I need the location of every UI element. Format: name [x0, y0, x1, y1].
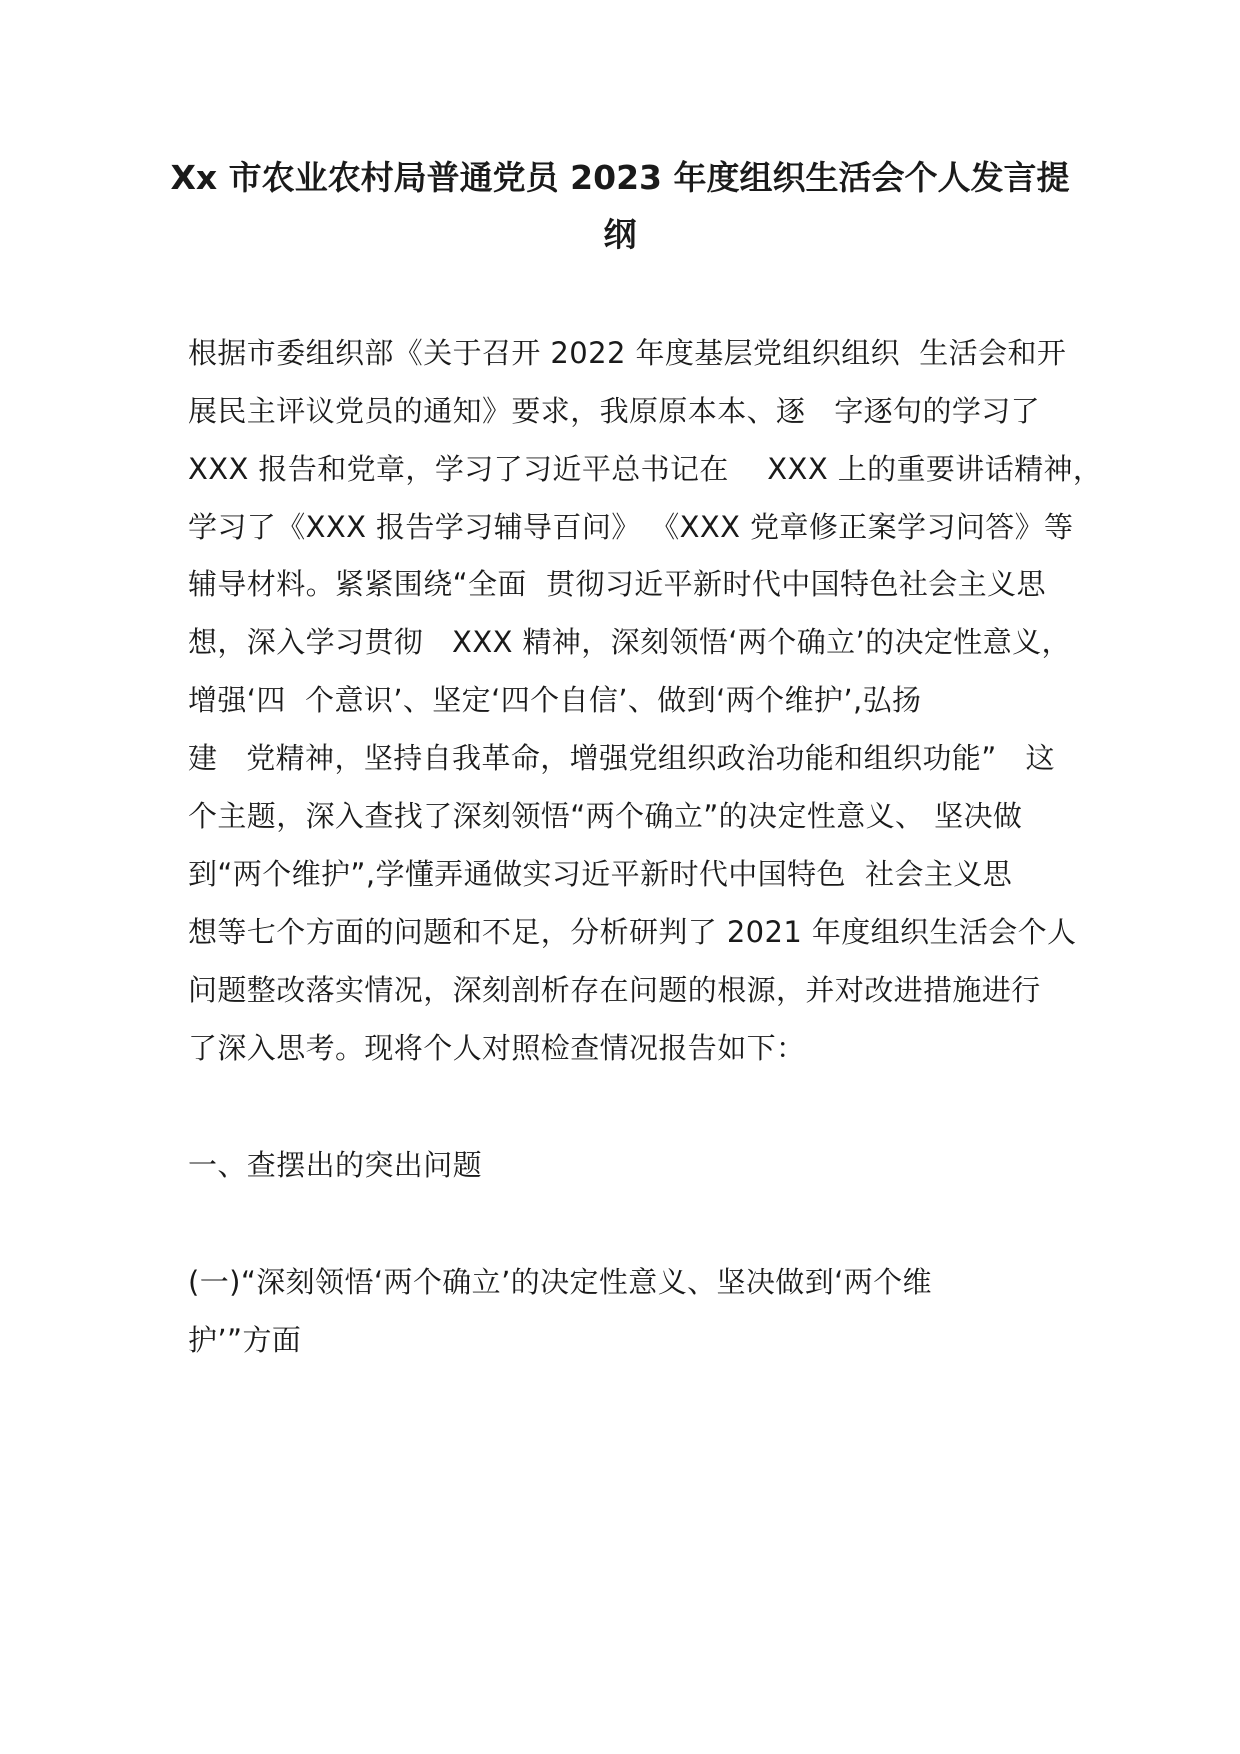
intro-paragraph-line: XXX 报告和党章，学习了习近平总书记在 XXX 上的重要讲话精神，	[188, 452, 1103, 486]
intro-paragraph-line: 想，深入学习贯彻 XXX 精神，深刻领悟‘两个确立’的决定性意义，	[188, 625, 1071, 659]
subsection-heading-line-1: (一)“深刻领悟‘两个确立’的决定性意义、坚决做到‘两个维	[188, 1265, 932, 1299]
intro-paragraph-line: 想等七个方面的问题和不足，分析研判了 2021 年度组织生活会个人	[188, 915, 1077, 949]
intro-paragraph-line: 学习了《XXX 报告学习辅导百问》 《XXX 党章修正案学习问答》等	[188, 510, 1074, 544]
intro-paragraph-line: 问题整改落实情况，深刻剖析存在问题的根源，并对改进措施进行	[188, 973, 1041, 1007]
intro-paragraph-line: 展民主评议党员的通知》要求，我原原本本、逐 字逐句的学习了	[188, 394, 1041, 428]
intro-paragraph-line: 增强‘四 个意识’、坚定‘四个自信’、做到‘两个维护’,弘扬	[188, 683, 922, 717]
intro-paragraph-line: 了深入思考。现将个人对照检查情况报告如下：	[188, 1031, 806, 1065]
section-heading: 一、查摆出的突出问题	[188, 1148, 483, 1182]
intro-paragraph-line: 个主题，深入查找了深刻领悟“两个确立”的决定性意义、 坚决做	[188, 799, 1023, 833]
document-title-line-2: 纲	[603, 215, 637, 254]
intro-paragraph-line: 辅导材料。紧紧围绕“全面 贯彻习近平新时代中国特色社会主义思	[188, 567, 1046, 601]
intro-paragraph-line: 到“两个维护”,学懂弄通做实习近平新时代中国特色 社会主义思	[188, 857, 1013, 891]
intro-paragraph-line: 建 党精神，坚持自我革命，增强党组织政治功能和组织功能” 这	[188, 741, 1055, 775]
subsection-heading-line-2: 护’”方面	[188, 1323, 302, 1357]
document-title-line-1: Xx 市农业农村局普通党员 2023 年度组织生活会个人发言提	[170, 158, 1070, 197]
intro-paragraph-line: 根据市委组织部《关于召开 2022 年度基层党组织组织 生活会和开	[188, 336, 1067, 370]
